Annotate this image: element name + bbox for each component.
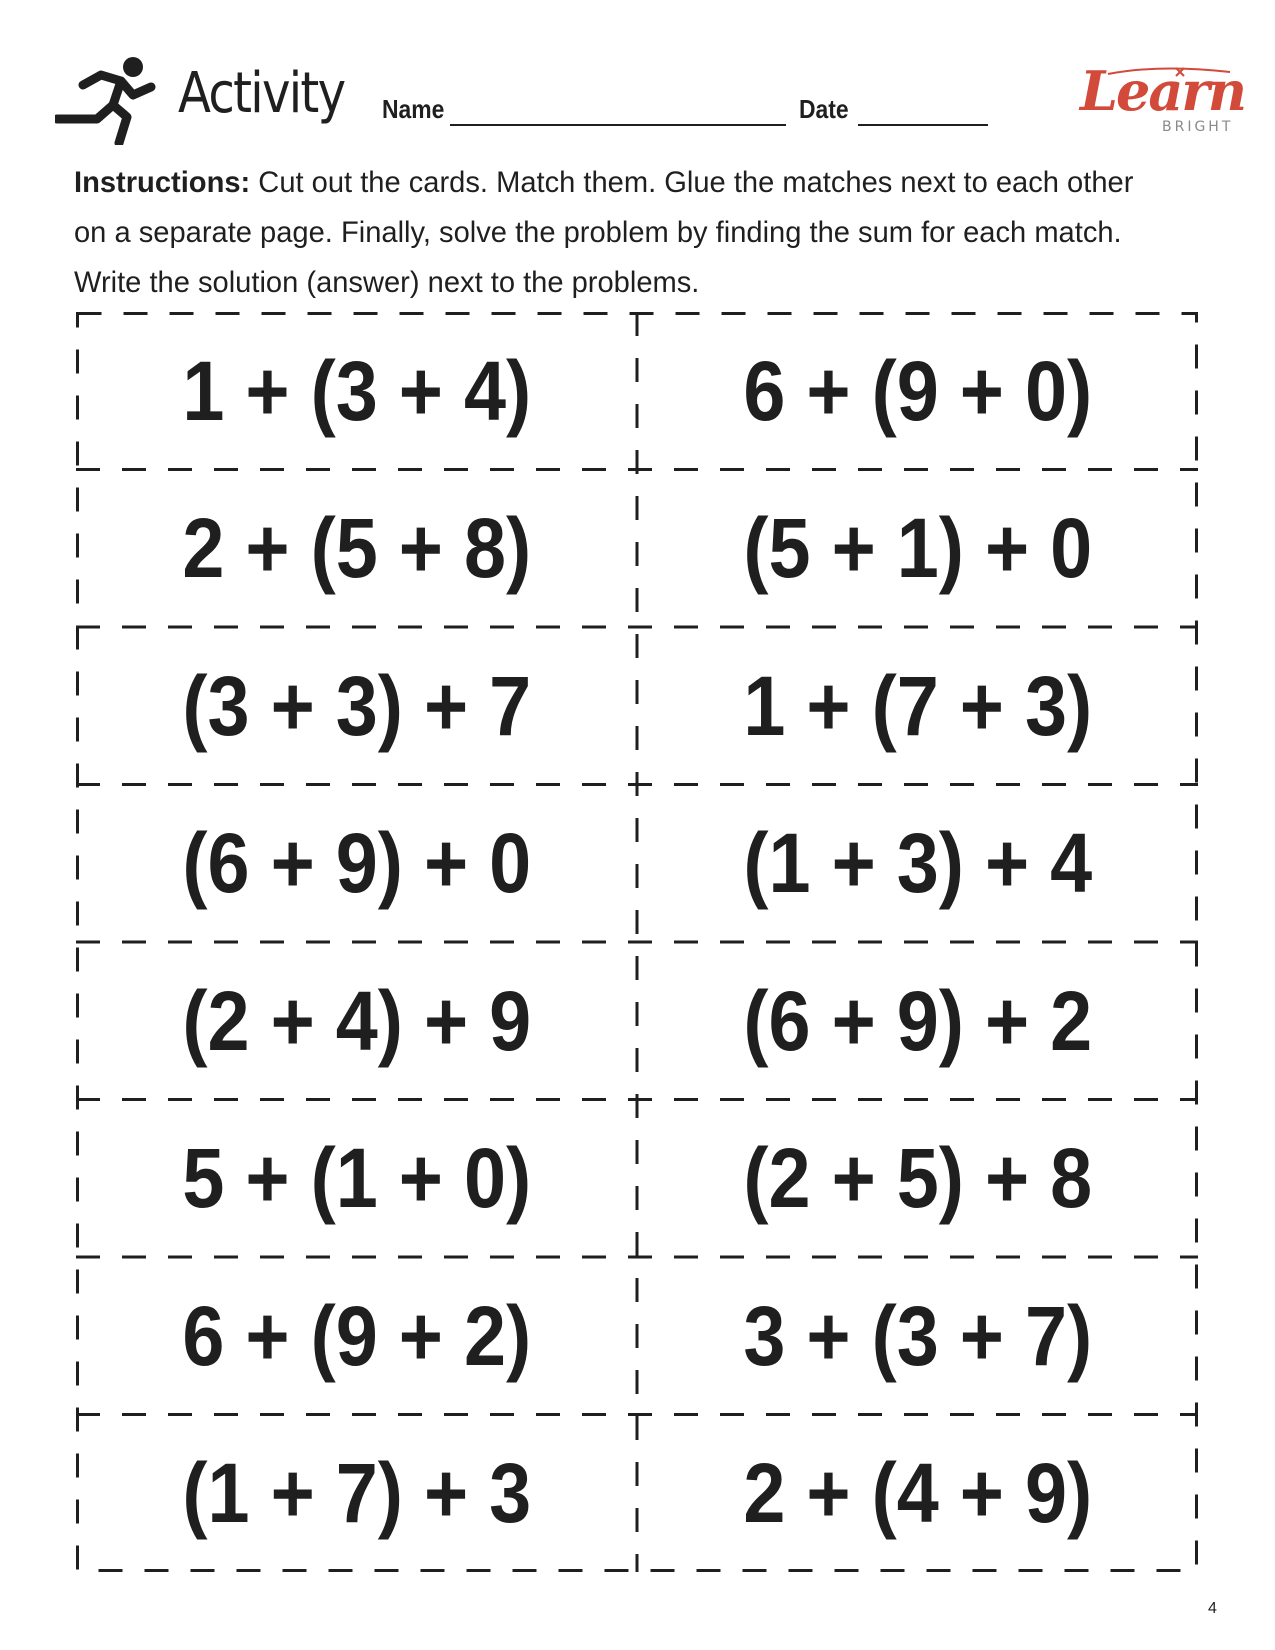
card <box>76 942 637 1100</box>
card-expression: (2 + 4) + 9 <box>182 973 531 1068</box>
card <box>76 470 637 628</box>
page-title: Activity <box>178 61 345 126</box>
card-expression: (5 + 1) + 0 <box>743 501 1092 596</box>
card <box>76 1257 637 1415</box>
date-label: Date <box>799 94 849 124</box>
page-number: 4 <box>1208 1600 1217 1617</box>
instructions <box>74 158 1151 308</box>
card-expression: 6 + (9 + 0) <box>743 343 1092 438</box>
card <box>76 1100 637 1258</box>
card <box>637 627 1198 785</box>
instructions-label: Instructions: <box>74 166 251 199</box>
runner-icon <box>55 55 160 145</box>
card-expression: 1 + (7 + 3) <box>743 658 1092 753</box>
card-expression: 6 + (9 + 2) <box>182 1288 531 1383</box>
card <box>637 1257 1198 1415</box>
card-expression: 3 + (3 + 7) <box>743 1288 1092 1383</box>
card-expression: (6 + 9) + 0 <box>182 816 531 911</box>
card <box>76 627 637 785</box>
card <box>76 785 637 943</box>
card-expression: 5 + (1 + 0) <box>182 1131 531 1226</box>
card <box>76 1415 637 1573</box>
card-expression: 1 + (3 + 4) <box>182 343 531 438</box>
card <box>76 312 637 470</box>
card <box>637 1100 1198 1258</box>
card <box>637 470 1198 628</box>
logo-subtext: BRIGHT <box>1162 119 1234 135</box>
page-header <box>0 0 1275 150</box>
card-expression: (2 + 5) + 8 <box>743 1131 1092 1226</box>
instructions-text: Cut out the cards. Match them. Glue the matches next to each other on a separate page. Finally, solve the problem by finding the sum for each match. Write the solution (answer) next to the problems. <box>74 166 1134 299</box>
card <box>637 1415 1198 1573</box>
card-expression: (1 + 3) + 4 <box>743 816 1092 911</box>
learn-bright-logo <box>1080 59 1246 140</box>
name-field[interactable] <box>450 124 786 126</box>
card-expression: (3 + 3) + 7 <box>182 658 531 753</box>
logo-text: Learn <box>1080 59 1246 123</box>
card-grid <box>76 312 1198 1572</box>
card-expression: 2 + (4 + 9) <box>743 1446 1092 1541</box>
name-label: Name <box>382 94 445 124</box>
card <box>637 785 1198 943</box>
date-field[interactable] <box>858 124 988 126</box>
card <box>637 942 1198 1100</box>
card-expression: 2 + (5 + 8) <box>182 501 531 596</box>
card <box>637 312 1198 470</box>
card-expression: (1 + 7) + 3 <box>182 1446 531 1541</box>
card-expression: (6 + 9) + 2 <box>743 973 1092 1068</box>
